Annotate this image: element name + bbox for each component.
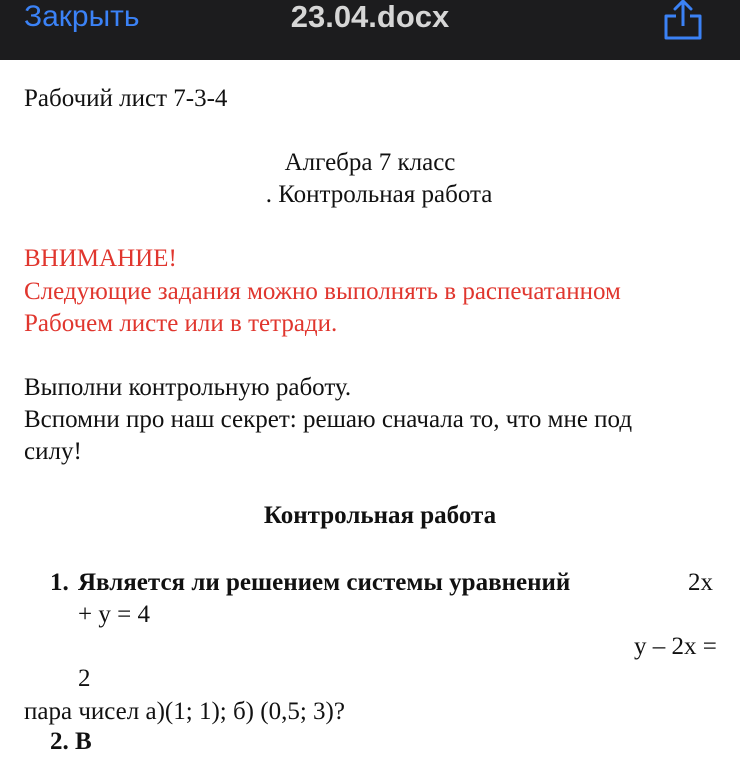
warning-heading: ВНИМАНИЕ! <box>24 245 177 272</box>
task-number: 1. <box>50 569 69 596</box>
equation-fragment: + y = 4 <box>78 601 150 628</box>
worksheet-label: Рабочий лист 7-3-4 <box>24 85 228 112</box>
subject-line: Алгебра 7 класс <box>284 149 456 176</box>
instruction-line: Вспомни про наш секрет: решаю сначала то, что мне под <box>24 406 633 433</box>
equation-fragment: y – 2x = <box>634 633 717 660</box>
section-title: Контрольная работа <box>263 502 497 529</box>
share-icon <box>662 0 708 42</box>
equation-fragment: 2 <box>78 665 91 692</box>
task-question: Является ли решением системы уравнений <box>78 569 571 596</box>
task-options: пара чисел а)(1; 1); б) (0,5; 3)? <box>24 698 345 725</box>
work-type-line: . Контрольная работа <box>265 181 493 208</box>
warning-text-line: Рабочем листе или в тетради. <box>24 310 338 337</box>
top-toolbar <box>0 0 740 60</box>
instruction-line: силу! <box>24 438 82 465</box>
close-button[interactable]: Закрыть <box>24 0 140 33</box>
instruction-line: Выполни контрольную работу. <box>24 374 352 401</box>
share-button[interactable] <box>662 0 708 42</box>
document-body <box>0 60 740 755</box>
equation-fragment: 2x <box>688 569 713 596</box>
task-number: 2. В <box>50 728 92 755</box>
document-title: 23.04.docx <box>290 0 450 34</box>
warning-text-line: Следующие задания можно выполнять в распечатанном <box>24 278 621 305</box>
